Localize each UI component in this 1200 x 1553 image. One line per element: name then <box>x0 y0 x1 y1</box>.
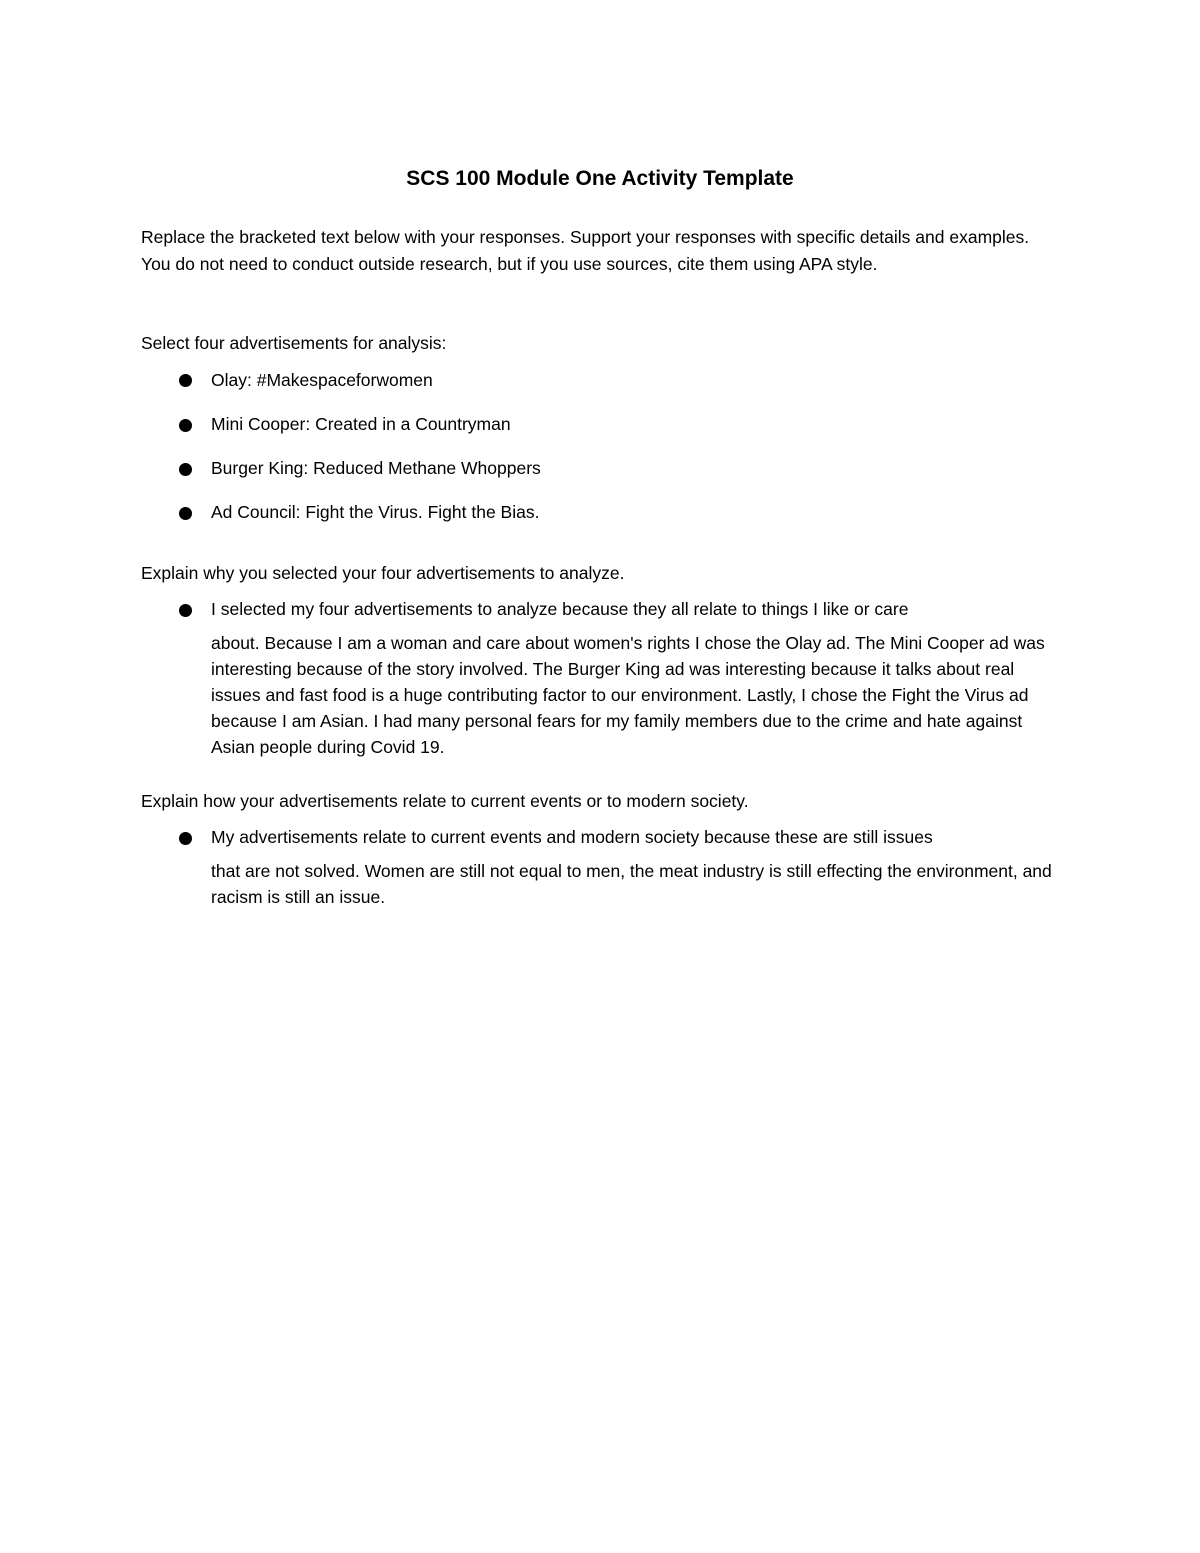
bullet-icon <box>179 604 192 617</box>
bullet-icon <box>179 419 192 432</box>
bullet-icon <box>179 463 192 476</box>
answer-continuation: about. Because I am a woman and care about women's rights I chose the Olay ad. The Mini Cooper ad was interesting because of the story involved. The Burger King ad was interesting because it talks about real issues and fast food is a huge contributing factor to our environment. Lastly, I chose the Fight the Virus ad because I am Asian. I had many personal fears for my family members due to the crime and hate against Asian people during Covid 19. <box>211 633 1045 757</box>
bullet-icon <box>179 507 192 520</box>
list-item-text: Mini Cooper: Created in a Countryman <box>211 414 511 434</box>
intro-paragraph: Replace the bracketed text below with your responses. Support your responses with specific details and examples. You do not need to conduct outside research, but if you use sources, cite them using APA style. <box>141 227 1030 274</box>
bullet-icon <box>179 374 192 387</box>
answer-first-line: I selected my four advertisements to analyze because they all relate to things I like or care <box>211 599 909 619</box>
section1-prompt: Select four advertisements for analysis: <box>141 333 447 353</box>
bullet-icon <box>179 832 192 845</box>
list-item-text: Ad Council: Fight the Virus. Fight the Bias. <box>211 502 540 522</box>
list-item-text: Olay: #Makespaceforwomen <box>211 370 433 390</box>
section2-prompt: Explain why you selected your four advertisements to analyze. <box>141 563 625 583</box>
document-title: SCS 100 Module One Activity Template <box>406 167 794 190</box>
list-item-text: Burger King: Reduced Methane Whoppers <box>211 458 541 478</box>
section3-prompt: Explain how your advertisements relate to current events or to modern society. <box>141 791 749 811</box>
answer-text <box>211 596 1066 760</box>
answer-first-line: My advertisements relate to current events and modern society because these are still issues <box>211 827 933 847</box>
answer-text <box>211 824 1066 910</box>
answer-continuation: that are not solved. Women are still not equal to men, the meat industry is still effecting the environment, and racism is still an issue. <box>211 861 1052 907</box>
